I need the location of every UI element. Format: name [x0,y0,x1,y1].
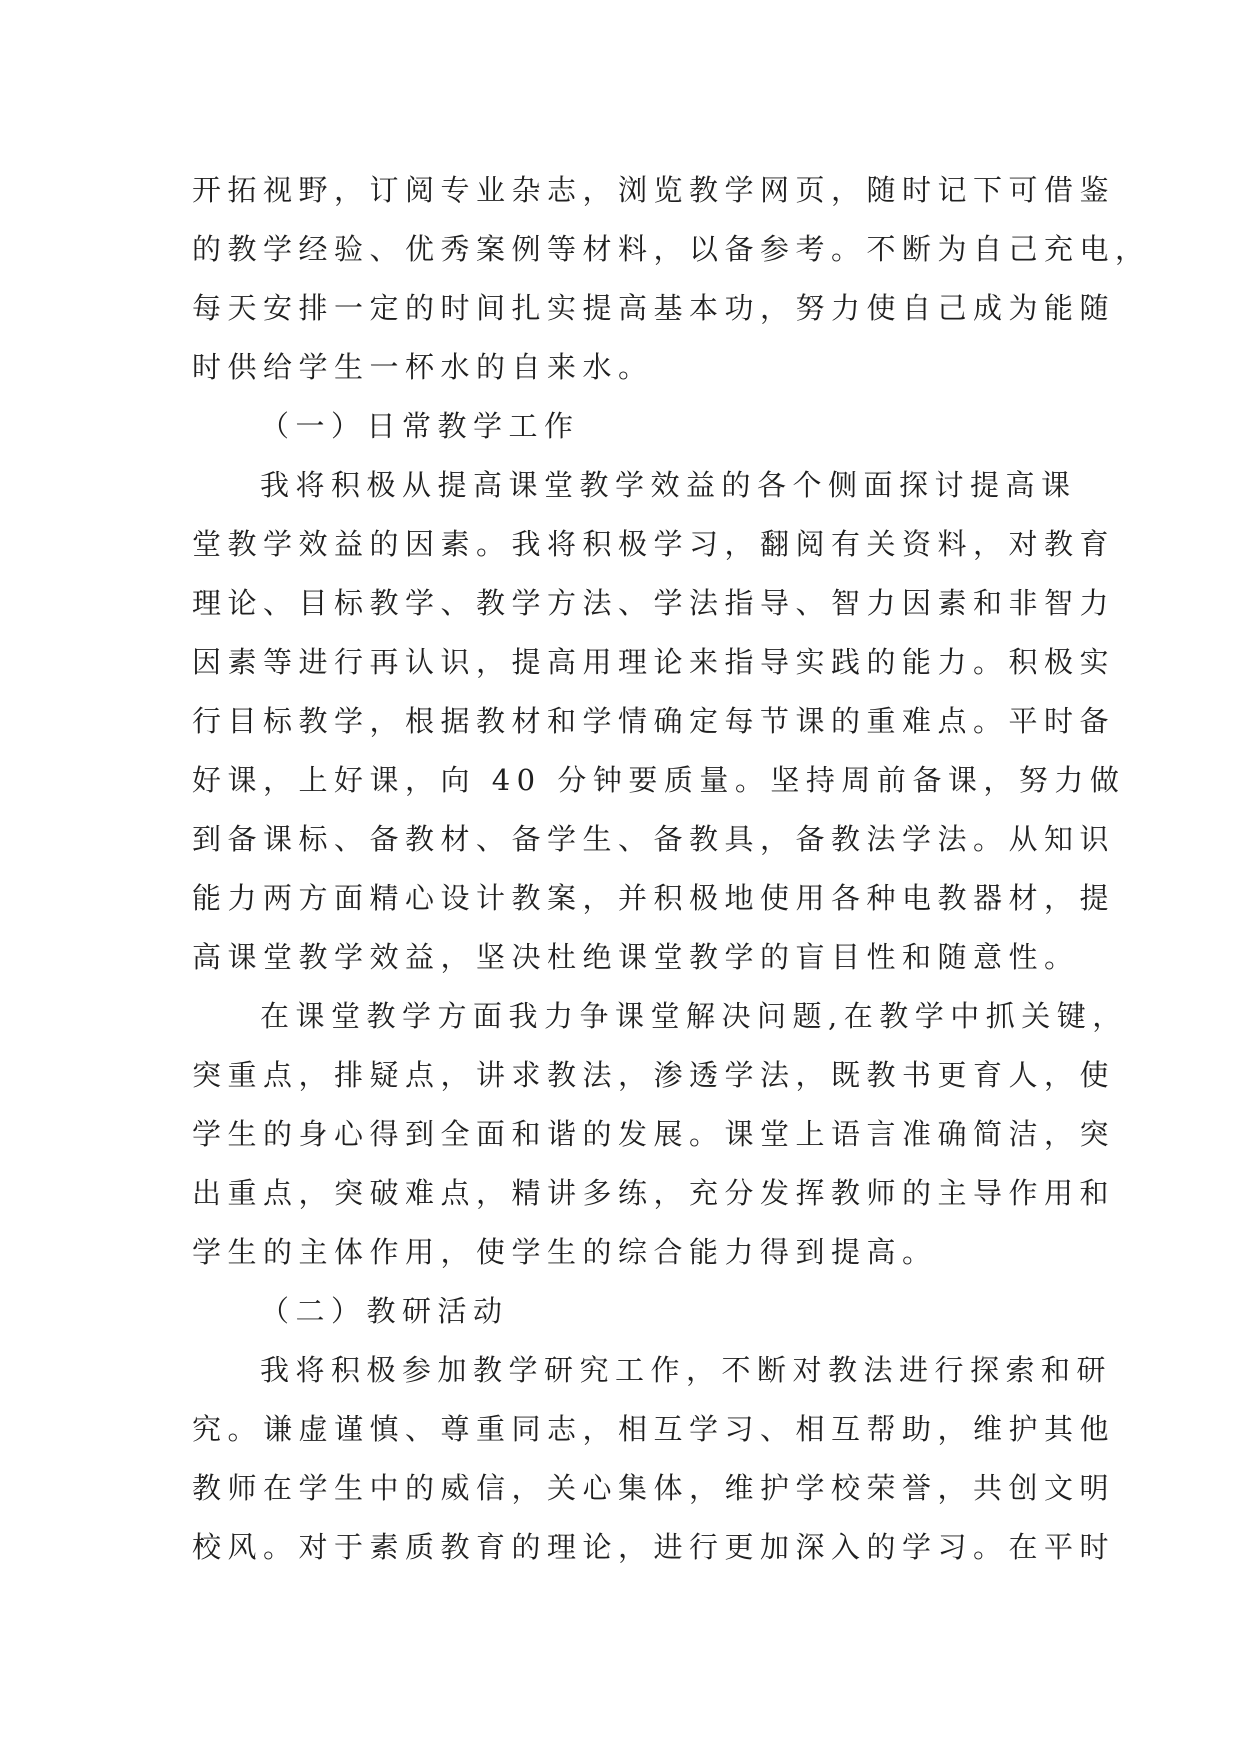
section-heading-daily-teaching: （一）日常教学工作 [260,409,580,443]
text-line: 好课，上好课，向 40 分钟要质量。坚持周前备课，努力做 [192,763,1126,797]
text-line: 高课堂教学效益，坚决杜绝课堂教学的盲目性和随意性。 [192,940,1080,974]
text-line: 到备课标、备教材、备学生、备教具，备教法学法。从知识 [192,822,1116,856]
text-line: 的教学经验、优秀案例等材料，以备参考。不断为自己充电， [192,232,1151,266]
document-body [192,161,1151,1577]
text-line: 理论、目标教学、教学方法、学法指导、智力因素和非智力 [192,586,1116,620]
text-line: 究。谦虚谨慎、尊重同志，相互学习、相互帮助，维护其他 [192,1412,1116,1446]
text-line: 学生的身心得到全面和谐的发展。课堂上语言准确简洁，突 [192,1117,1116,1151]
text-line: 学生的主体作用，使学生的综合能力得到提高。 [192,1235,938,1269]
paragraph-start-line: 我将积极从提高课堂教学效益的各个侧面探讨提高课 [260,468,1077,502]
section-heading-research-activities: （二）教研活动 [260,1294,509,1328]
text-line: 教师在学生中的威信，关心集体，维护学校荣誉，共创文明 [192,1471,1116,1505]
text-line: 因素等进行再认识，提高用理论来指导实践的能力。积极实 [192,645,1116,679]
text-line: 开拓视野，订阅专业杂志，浏览教学网页，随时记下可借鉴 [192,173,1116,207]
paragraph-start-line: 在课堂教学方面我力争课堂解决问题,在教学中抓关键， [260,999,1128,1033]
text-line: 出重点，突破难点，精讲多练，充分发挥教师的主导作用和 [192,1176,1116,1210]
text-line: 每天安排一定的时间扎实提高基本功，努力使自己成为能随 [192,291,1116,325]
text-line: 突重点，排疑点，讲求教法，渗透学法，既教书更育人，使 [192,1058,1116,1092]
text-line: 堂教学效益的因素。我将积极学习，翻阅有关资料，对教育 [192,527,1116,561]
paragraph-start-line: 我将积极参加教学研究工作，不断对教法进行探索和研 [260,1353,1113,1387]
text-line: 行目标教学，根据教材和学情确定每节课的重难点。平时备 [192,704,1116,738]
text-line: 时供给学生一杯水的自来水。 [192,350,654,384]
text-line: 校风。对于素质教育的理论，进行更加深入的学习。在平时 [192,1530,1116,1564]
text-line: 能力两方面精心设计教案，并积极地使用各种电教器材，提 [192,881,1116,915]
